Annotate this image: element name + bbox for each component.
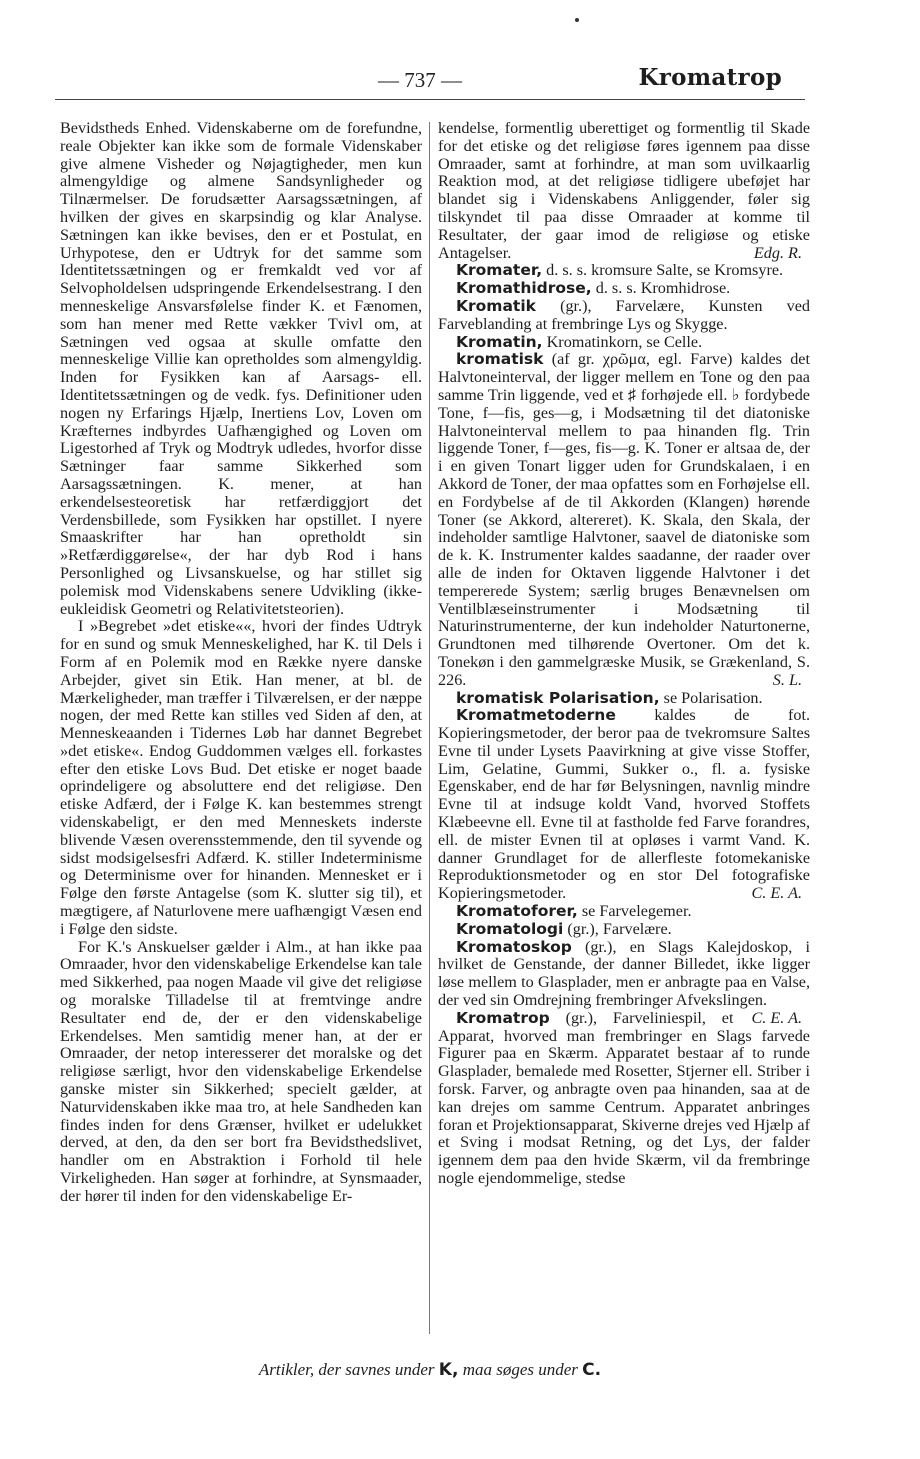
column-divider [429, 122, 430, 1334]
entry [438, 903, 810, 921]
entry [438, 707, 810, 903]
left-paragraph: Bevidstheds Enhed. Videnskaberne om de forefundne, reale Objekter kan ikke som de formale Videnskaber give almene Visheder og Nøjagtigheder, men kun almengyldige og almene Sandsynligheder og Tilnærmelser. De forudsætter Aarsagssætningen, af hvilken der gives en skarpsindig og klar Analyse. Sætningen kan ikke bevises, den er et Postulat, en Urhypotese, den er Udtryk for det samme som Identitetssætningen og er fremkaldt ved vor af Selvopholdelsen udspringende Erkendelsestrang. I den menneskelige Ansvarsfølelse finder K. et Fænomen, som han mener med Rette vækker Tvivl om, at Sætningen ved ogsaa at skulle omfatte den menneskelige Villie kan opretholdes som almengyldig. Inden for Fysikken kan af Aarsags- ell. Identitetssætningen og de vedk. fys. Definitioner uden nogen ny Erfarings Hjælp, Inertiens Lov, Loven om Kræfternes indbyrdes Uafhængighed og Loven om Ligestorhed af Tryk og Modtryk udledes, hvorfor disse Sætninger faar samme Sikkerhed som Aarsagssætningen. K. mener, at han erkendelsesteoretisk har retfærdiggjort det Verdensbillede, som Fysikken har opstillet. I nyere Smaaskrifter har han opretholdt sin »Retfærdiggørelse«, der har dyb Rod i hans Personlighed og Livsanskuelse, og har stillet sig polemisk mod Videnskabens senere Udvikling (ikke-eukleidisk Geometri og Relativitetsteorien). [60, 119, 422, 618]
entry-text: se Farvelegemer. [577, 902, 692, 921]
headword: Kromatmetoderne [456, 706, 616, 725]
entry-text: se Polarisation. [659, 688, 763, 707]
header-rule [55, 99, 805, 100]
continuation-text: kendelse, formentlig uberettiget og formentlig til Skade for det etiske og det religiøse føres igennem paa disse Omraader, samt at forhindre, at man som uvilkaarlig Reaktion mod, at det religiøse tidligere ubeføjet har blandet sig i Videnskabens Anliggender, føler sig tilskyndet til paa disse Omraader at komme til Resultater, der gaar imod de religiøse og etiske Antagelser. [438, 119, 810, 262]
entry [438, 921, 810, 939]
signature: C. E. A. [751, 884, 802, 903]
left-paragraph: I »Begrebet »det etiske««, hvori der findes Udtryk for en sund og smuk Menneskelighed, har K. til Dels i Form af en Polemik mod en Række nyere danske Arbejder, givet sin Etik. Han mener, at bl. de Mærkeligheder, man træffer i Tilværelsen, er der næppe nogen, der med Rette kan stilles ved Siden af den, at Menneskeaanden i Tidernes Løb har dannet Begrebet »det etiske«. Endog Guddommen vælges ell. forkastes efter den etiske Lovs Bud. Det etiske er noget baade oprindeligere og absoluttere end det religiøse. Den etiske Adfærd, der i Følge K. kan bestemmes strengt videnskabeligt, er den med Menneskets inderste blivende Væsen overensstemmende, den til syvende og sidst modsigelsesfri Adfærd. K. stiller Indeterminisme og Determinisme over for hinanden. Mennesket er i Følge den første Antagelse (som K. slutter sig til), et mægtigere, af Naturlovene mere uafhængigt Væsen end i Følge den sidste. [60, 617, 422, 938]
entry [438, 298, 810, 334]
entry [438, 351, 810, 689]
entry [438, 334, 810, 352]
left-column [60, 120, 422, 1206]
headword: Kromatrop [456, 1008, 550, 1027]
signature: C. E. A. [751, 1008, 802, 1027]
headword: Kromatik [456, 296, 536, 315]
entry-text: (gr.), en Slags Kalejdoskop, i hvilket de Genstande, der danner Billedet, ikke ligger løse mellem to Glasplader, men er anbragte paa en Valse, der ved sin Omdrejning frembringer Afvekslingen. [438, 937, 810, 1010]
headword: Kromathidrose, [456, 279, 592, 298]
headword: Kromatoskop [456, 937, 572, 956]
entry-text: (af gr. χρῶμα, egl. Farve) kaldes det Halvtoneinterval, der ligger mellem en Tone og den paa samme Trin liggende, ved et ♯ forhøjede ell. ♭ fordybede Tone, f—fis, ges—g, i Modsætning til det diatoniske Halvtoneinterval mellem to paa hinanden flg. Trin liggende Toner, f—ges, fis—g. K. Toner er altsaa de, der i en given Tonart ligger uden for Grundskalaen, i en Akkord de Toner, der maa opfattes som en Forhøjelse ell. en Fordybelse af de til Akkorden (Klangen) hørende Toner (se Akkord, altereret). K. Skala, den Skala, der indeholder samtlige Halvtoner, saavel de diatoniske som de k. K. Instrumenter kaldes saadanne, der raader over alle de inden for Oktaven liggende Halvtoner i det tempererede System; særlig bruges Benævnelsen om Ventilblæseinstrumenter i Modsætning til Naturinstrumenterne, der kun indeholder Naturtonerne, Grundtonen med tilhørende Overtoner. Om det k. Tonekøn i den gammelgræske Musik, se Grækenland, S. 226. [438, 350, 810, 689]
signature: Edg. R. [753, 243, 802, 262]
headword: kromatisk Polarisation, [456, 688, 660, 707]
footer-letter-k: K, [438, 1360, 459, 1380]
headword: Kromatologi [456, 919, 564, 938]
running-title: Kromatrop [638, 64, 782, 91]
entry-text: (gr.), Farveliniespil, et Apparat, hvorved man frembringer en Slags farvede Figurer paa en Skærm. Apparatet bestaar af to runde Glasplader, bemalede med Rosetter, Stjerner ell. Striber i forsk. Farver, og anbragte oven paa hinanden, saa at de kan drejes om samme Centrum. Apparatet anbringes foran et Projektionsapparat, Skiverne drejes ved Hjælp af et Sving i modsat Retning, og det Lys, der falder igennem dem paa den hvide Skærm, vil da frembringe nogle ejendommelige, stedse [438, 1008, 810, 1188]
signature: S. L. [772, 670, 802, 689]
footer-middle: maa søges under [462, 1360, 578, 1379]
left-paragraph: For K.'s Anskuelser gælder i Alm., at han ikke paa Omraader, hvor den videnskabelige Erkendelse kan tale med Sikkerhed, paa nogen Maade vil give det religiøse og moralske Tilladelse til at fremtvinge andre Resultater end de, der er den videnskabelige Erkendelses. Men samtidig mener han, at der er Omraader, der netop interesserer det moralske og det religiøse særligt, hvor den videnskabelige Erkendelse ganske mister sin Sikkerhed; specielt gælder, at Naturvidenskaben ikke maa tro, at hele Sandheden kan findes inden for dens Grænser, hvilket er udelukket derved, at den, da den ser bort fra Bevidsthedslivet, handler om en Abstraktion i Forhold til hele Virkeligheden. Han søger at forhindre, at Synsmaader, der hører til inden for den videnskabelige Er- [60, 937, 422, 1205]
headword: Kromatoforer, [456, 902, 578, 921]
headword: kromatisk [456, 350, 544, 369]
entry-text: d. s. s. kromsure Salte, se Kromsyre. [542, 261, 784, 280]
right-column [438, 120, 810, 1188]
entry-text: Kromatinkorn, se Celle. [542, 332, 703, 351]
print-speck [575, 18, 579, 22]
entry [438, 262, 810, 280]
entry-text: (gr.), Farvelære. [563, 919, 672, 938]
page-number: — 737 — [378, 68, 462, 92]
footer-note [0, 1360, 860, 1380]
headword: Kromatin, [456, 332, 543, 351]
footer-letter-c: C. [582, 1360, 602, 1380]
entry-text: kaldes de fot. Kopieringsmetoder, der beror paa de tvekromsure Saltes Evne til under Lysets Paavirkning at give visse Stoffer, Lim, Gelatine, Gummi, Sukker o., fl. a. fysiske Egenskaber, end de har før Belysningen, navnlig mindre Evne til at indsuge koldt Vand, hvorved Stoffets Klæbeevne ell. Evne til at fastholde fed Farve forandres, ell. de mister Evnen til at opløses i varmt Vand. K. danner Grundlaget for de allerfleste fotomekaniske Reproduktionsmetoder og en stor Del fotografiske Kopieringsmetoder. [438, 706, 810, 903]
continuation-paragraph [438, 120, 810, 262]
footer-prefix: Artikler, der savnes under [258, 1360, 435, 1379]
entry [438, 280, 810, 298]
entry-text: d. s. s. Kromhidrose. [591, 279, 731, 298]
entry-text: (gr.), Farvelære, Kunsten ved Farveblanding at frembringe Lys og Skygge. [438, 296, 810, 333]
entry [438, 690, 810, 708]
headword: Kromater, [456, 261, 543, 280]
entry [438, 1010, 810, 1188]
